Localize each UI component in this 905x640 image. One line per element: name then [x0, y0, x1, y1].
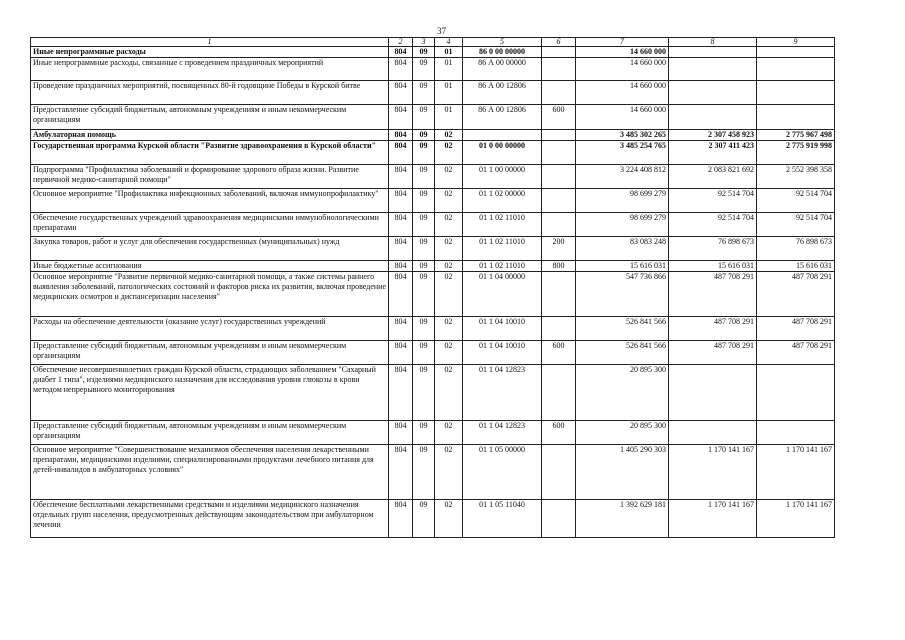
row-c7-cell: 20 895 300 — [576, 421, 669, 445]
row-c3-cell: 09 — [413, 317, 435, 341]
row-c2-cell: 804 — [389, 47, 413, 58]
row-c3-cell: 09 — [413, 365, 435, 421]
row-c9-cell — [757, 421, 835, 445]
column-header: 8 — [669, 38, 757, 47]
row-c5-cell: 01 1 05 00000 — [463, 445, 542, 500]
header-row — [31, 38, 835, 47]
row-name-cell: Обеспечение несовершеннолетних граждан Курской области, страдающих заболеванием "Сахарный диабет 1 типа", изделиями медицинского назначения для исследования уровня глюкозы в крови методом непрерывного мониторирования — [31, 365, 389, 421]
column-header: 3 — [413, 38, 435, 47]
row-c4-cell: 02 — [435, 141, 463, 165]
row-name-cell: Подпрограмма "Профилактика заболеваний и формирование здорового образа жизни. Развитие первичной медико-санитарной помощи" — [31, 165, 389, 189]
table-row — [31, 141, 835, 165]
row-c8-cell — [669, 421, 757, 445]
row-c6-cell — [542, 189, 576, 213]
row-c7-cell: 1 405 290 303 — [576, 445, 669, 500]
row-c2-cell: 804 — [389, 81, 413, 105]
row-c6-cell — [542, 213, 576, 237]
row-name-cell: Амбулаторная помощь — [31, 130, 389, 141]
row-c8-cell: 15 616 031 — [669, 261, 757, 272]
row-c8-cell: 487 708 291 — [669, 341, 757, 365]
row-c5-cell: 86 А 00 12806 — [463, 81, 542, 105]
row-c8-cell: 92 514 704 — [669, 213, 757, 237]
row-c8-cell: 1 170 141 167 — [669, 445, 757, 500]
row-c7-cell: 83 083 248 — [576, 237, 669, 261]
column-header: 1 — [31, 38, 389, 47]
row-c5-cell: 01 1 02 00000 — [463, 189, 542, 213]
row-name-cell: Предоставление субсидий бюджетным, автономным учреждениям и иным некоммерческим организациям — [31, 421, 389, 445]
row-c8-cell: 2 083 821 692 — [669, 165, 757, 189]
row-c8-cell: 1 170 141 167 — [669, 500, 757, 538]
row-c5-cell: 01 1 02 11010 — [463, 213, 542, 237]
row-c4-cell: 02 — [435, 317, 463, 341]
row-c4-cell: 02 — [435, 365, 463, 421]
row-c6-cell: 200 — [542, 237, 576, 261]
row-c2-cell: 804 — [389, 130, 413, 141]
row-c8-cell — [669, 365, 757, 421]
row-c3-cell: 09 — [413, 341, 435, 365]
row-c3-cell: 09 — [413, 165, 435, 189]
row-c5-cell: 01 1 05 11040 — [463, 500, 542, 538]
row-c5-cell: 01 1 04 12823 — [463, 365, 542, 421]
row-c7-cell: 547 736 866 — [576, 272, 669, 317]
row-c3-cell: 09 — [413, 105, 435, 130]
row-c8-cell — [669, 47, 757, 58]
row-c4-cell: 02 — [435, 130, 463, 141]
row-c4-cell: 02 — [435, 341, 463, 365]
row-c9-cell: 1 170 141 167 — [757, 445, 835, 500]
row-c6-cell: 600 — [542, 105, 576, 130]
row-c5-cell: 01 1 04 10010 — [463, 317, 542, 341]
row-c6-cell — [542, 365, 576, 421]
row-c8-cell: 487 708 291 — [669, 317, 757, 341]
row-c7-cell: 15 616 031 — [576, 261, 669, 272]
row-c9-cell: 92 514 704 — [757, 213, 835, 237]
row-c5-cell: 01 1 04 10010 — [463, 341, 542, 365]
row-c4-cell: 02 — [435, 189, 463, 213]
table-row — [31, 189, 835, 213]
row-c2-cell: 804 — [389, 237, 413, 261]
row-c6-cell: 600 — [542, 421, 576, 445]
row-name-cell: Основное мероприятие "Развитие первичной медико-санитарной помощи, а также системы раннего выявления заболеваний, патологических состояний и факторов риска их развития, включая проведение медицинских осмотров и диспансеризации населения" — [31, 272, 389, 317]
row-c3-cell: 09 — [413, 272, 435, 317]
table-row — [31, 261, 835, 272]
row-c4-cell: 02 — [435, 213, 463, 237]
row-c5-cell — [463, 130, 542, 141]
row-c6-cell — [542, 81, 576, 105]
row-c3-cell: 09 — [413, 445, 435, 500]
table-row — [31, 445, 835, 500]
column-header: 4 — [435, 38, 463, 47]
row-c3-cell: 09 — [413, 237, 435, 261]
row-c4-cell: 02 — [435, 272, 463, 317]
row-c6-cell — [542, 272, 576, 317]
row-name-cell: Обеспечение бесплатными лекарственными средствами и изделиями медицинского назначения отдельных групп населения, предусмотренных действующим законодательством при амбулаторном лечении — [31, 500, 389, 538]
column-header: 7 — [576, 38, 669, 47]
row-c4-cell: 02 — [435, 237, 463, 261]
row-c2-cell: 804 — [389, 141, 413, 165]
row-name-cell: Иные бюджетные ассигнования — [31, 261, 389, 272]
row-c2-cell: 804 — [389, 365, 413, 421]
row-c8-cell — [669, 58, 757, 81]
row-c8-cell: 92 514 704 — [669, 189, 757, 213]
row-c2-cell: 804 — [389, 261, 413, 272]
row-c6-cell — [542, 141, 576, 165]
row-name-cell: Обеспечение государственных учреждений здравоохранения медицинскими иммунобиологическими препаратами — [31, 213, 389, 237]
row-c4-cell: 02 — [435, 500, 463, 538]
row-c4-cell: 01 — [435, 47, 463, 58]
row-c9-cell: 2 552 398 358 — [757, 165, 835, 189]
row-c2-cell: 804 — [389, 500, 413, 538]
row-c6-cell: 600 — [542, 341, 576, 365]
row-c5-cell: 01 1 04 00000 — [463, 272, 542, 317]
row-c9-cell: 487 708 291 — [757, 317, 835, 341]
row-c6-cell — [542, 130, 576, 141]
row-c7-cell: 14 660 000 — [576, 47, 669, 58]
table-row — [31, 272, 835, 317]
row-c5-cell: 01 1 00 00000 — [463, 165, 542, 189]
table-row — [31, 341, 835, 365]
row-name-cell: Предоставление субсидий бюджетным, автономным учреждениям и иным некоммерческим организациям — [31, 341, 389, 365]
row-c9-cell: 2 775 919 998 — [757, 141, 835, 165]
row-c9-cell — [757, 365, 835, 421]
row-c6-cell — [542, 58, 576, 81]
row-c4-cell: 02 — [435, 165, 463, 189]
row-c5-cell: 01 1 02 11010 — [463, 261, 542, 272]
row-name-cell: Государственная программа Курской области "Развитие здравоохранения в Курской области" — [31, 141, 389, 165]
row-c3-cell: 09 — [413, 500, 435, 538]
table-row — [31, 47, 835, 58]
table-row — [31, 317, 835, 341]
column-header: 5 — [463, 38, 542, 47]
row-c7-cell: 14 660 000 — [576, 58, 669, 81]
table-row — [31, 365, 835, 421]
row-c3-cell: 09 — [413, 189, 435, 213]
table-row — [31, 421, 835, 445]
row-c6-cell — [542, 317, 576, 341]
column-header: 6 — [542, 38, 576, 47]
table-body — [31, 47, 835, 538]
row-c5-cell: 86 А 00 00000 — [463, 58, 542, 81]
row-c4-cell: 01 — [435, 81, 463, 105]
row-c7-cell: 14 660 000 — [576, 81, 669, 105]
row-c3-cell: 09 — [413, 213, 435, 237]
row-c4-cell: 02 — [435, 445, 463, 500]
row-c6-cell — [542, 445, 576, 500]
row-c3-cell: 09 — [413, 58, 435, 81]
row-name-cell: Иные непрограммные расходы, связанные с проведением праздничных мероприятий — [31, 58, 389, 81]
row-c3-cell: 09 — [413, 141, 435, 165]
row-c5-cell: 01 0 00 00000 — [463, 141, 542, 165]
row-c7-cell: 3 224 408 812 — [576, 165, 669, 189]
column-header: 9 — [757, 38, 835, 47]
row-c7-cell: 526 841 566 — [576, 341, 669, 365]
row-c9-cell: 487 708 291 — [757, 341, 835, 365]
row-c9-cell — [757, 58, 835, 81]
table-row — [31, 213, 835, 237]
page-number: 37 — [437, 26, 446, 36]
table-row — [31, 105, 835, 130]
row-c5-cell: 01 1 02 11010 — [463, 237, 542, 261]
row-c2-cell: 804 — [389, 445, 413, 500]
row-c5-cell: 86 0 00 00000 — [463, 47, 542, 58]
row-c9-cell: 2 775 967 498 — [757, 130, 835, 141]
table-row — [31, 58, 835, 81]
row-c9-cell: 76 898 673 — [757, 237, 835, 261]
row-name-cell: Иные непрограммные расходы — [31, 47, 389, 58]
row-c8-cell — [669, 105, 757, 130]
table-row — [31, 500, 835, 538]
row-c2-cell: 804 — [389, 58, 413, 81]
row-c8-cell: 2 307 458 923 — [669, 130, 757, 141]
row-c9-cell: 15 616 031 — [757, 261, 835, 272]
row-c2-cell: 804 — [389, 165, 413, 189]
row-c7-cell: 98 699 279 — [576, 189, 669, 213]
row-c6-cell — [542, 500, 576, 538]
row-c2-cell: 804 — [389, 317, 413, 341]
column-header: 2 — [389, 38, 413, 47]
row-c2-cell: 804 — [389, 189, 413, 213]
row-c8-cell — [669, 81, 757, 105]
row-name-cell: Расходы на обеспечение деятельности (оказание услуг) государственных учреждений — [31, 317, 389, 341]
row-name-cell: Основное мероприятие "Профилактика инфекционных заболеваний, включая иммунопрофилактику" — [31, 189, 389, 213]
row-c4-cell: 01 — [435, 58, 463, 81]
row-c8-cell: 2 307 411 423 — [669, 141, 757, 165]
row-c5-cell: 01 1 04 12823 — [463, 421, 542, 445]
row-c2-cell: 804 — [389, 105, 413, 130]
row-c2-cell: 804 — [389, 341, 413, 365]
row-c6-cell: 800 — [542, 261, 576, 272]
row-c9-cell — [757, 105, 835, 130]
row-c7-cell: 98 699 279 — [576, 213, 669, 237]
row-c3-cell: 09 — [413, 130, 435, 141]
row-c9-cell: 487 708 291 — [757, 272, 835, 317]
row-name-cell: Предоставление субсидий бюджетным, автономным учреждениям и иным некоммерческим организациям — [31, 105, 389, 130]
table-row — [31, 165, 835, 189]
row-c4-cell: 02 — [435, 421, 463, 445]
row-c7-cell: 20 895 300 — [576, 365, 669, 421]
table-row — [31, 81, 835, 105]
row-c4-cell: 01 — [435, 105, 463, 130]
row-c2-cell: 804 — [389, 213, 413, 237]
table-row — [31, 237, 835, 261]
row-name-cell: Закупка товаров, работ и услуг для обеспечения государственных (муниципальных) нужд — [31, 237, 389, 261]
row-c3-cell: 09 — [413, 81, 435, 105]
row-c7-cell: 14 660 000 — [576, 105, 669, 130]
row-c7-cell: 526 841 566 — [576, 317, 669, 341]
row-c9-cell: 92 514 704 — [757, 189, 835, 213]
row-c7-cell: 1 392 629 181 — [576, 500, 669, 538]
row-c9-cell: 1 170 141 167 — [757, 500, 835, 538]
row-c3-cell: 09 — [413, 261, 435, 272]
row-c8-cell: 487 708 291 — [669, 272, 757, 317]
row-c6-cell — [542, 165, 576, 189]
row-c9-cell — [757, 47, 835, 58]
row-c7-cell: 3 485 254 765 — [576, 141, 669, 165]
row-c9-cell — [757, 81, 835, 105]
row-c2-cell: 804 — [389, 421, 413, 445]
row-name-cell: Проведение праздничных мероприятий, посвященных 80-й годовщине Победы в Курской битве — [31, 81, 389, 105]
row-c8-cell: 76 898 673 — [669, 237, 757, 261]
row-name-cell: Основное мероприятие "Совершенствование механизмов обеспечения населения лекарственными препаратами, медицинскими изделиями, специализированными продуктами лечебного питания для детей-инвалидов в амбулаторных условиях" — [31, 445, 389, 500]
row-c6-cell — [542, 47, 576, 58]
row-c3-cell: 09 — [413, 47, 435, 58]
row-c4-cell: 02 — [435, 261, 463, 272]
table-row — [31, 130, 835, 141]
row-c2-cell: 804 — [389, 272, 413, 317]
row-c3-cell: 09 — [413, 421, 435, 445]
row-c5-cell: 86 А 00 12806 — [463, 105, 542, 130]
budget-table — [30, 37, 835, 538]
row-c7-cell: 3 485 302 265 — [576, 130, 669, 141]
